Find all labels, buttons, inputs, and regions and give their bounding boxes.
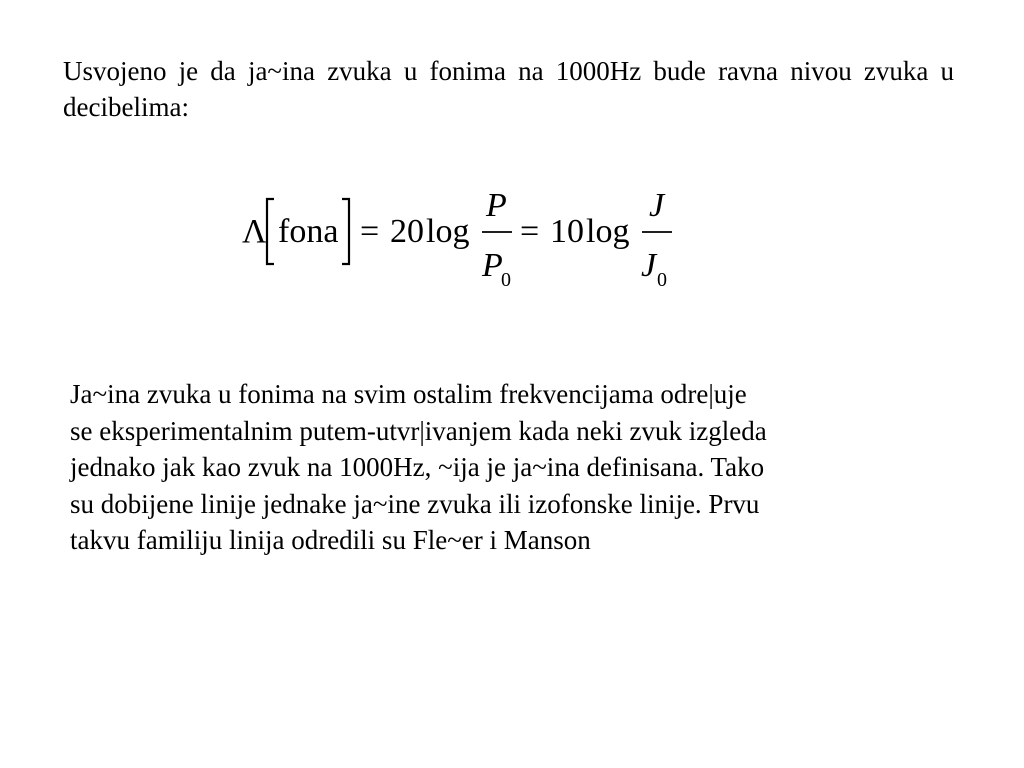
formula-equals-1: =: [360, 213, 380, 250]
formula-subscript-j0: 0: [657, 269, 667, 291]
formula-log-2: log: [586, 213, 630, 250]
formula-log-1: log: [426, 213, 470, 250]
formula-numerator-p: P: [486, 187, 507, 224]
body-paragraph: Ja~ina zvuka u fonima na svim ostalim frekvencijama odre|uje se eksperimentalnim putem-utvr|ivanjem kada neki zvuk izgleda jednako jak kao zvuk na 1000Hz, ~ija je ja~ina definisana. Tako su dobijene linije jednake ja~ine zvuka ili izofonske linije. Prvu takvu familiju linija odredili su Fle~er i Manson: [70, 379, 767, 555]
formula-equals-2: =: [520, 213, 540, 250]
formula-graphic: [236, 176, 696, 296]
formula-left-bracket: [267, 199, 274, 264]
formula-subscript-p0: 0: [501, 269, 511, 291]
formula-denominator-j: J: [641, 247, 657, 284]
formula-numerator-j: J: [649, 187, 665, 224]
formula-unit: fona: [278, 213, 339, 250]
formula-lambda: Λ: [242, 213, 267, 250]
intro-paragraph: Usvojeno je da ja~ina zvuka u fonima na 1000Hz bude ravna nivou zvuka u decibelima:: [63, 56, 954, 122]
formula-right-bracket: [342, 199, 349, 264]
formula-coef-10: 10: [550, 213, 584, 250]
formula-coef-20: 20: [390, 213, 424, 250]
formula-denominator-p: P: [482, 247, 503, 284]
loudness-formula: [236, 176, 696, 296]
